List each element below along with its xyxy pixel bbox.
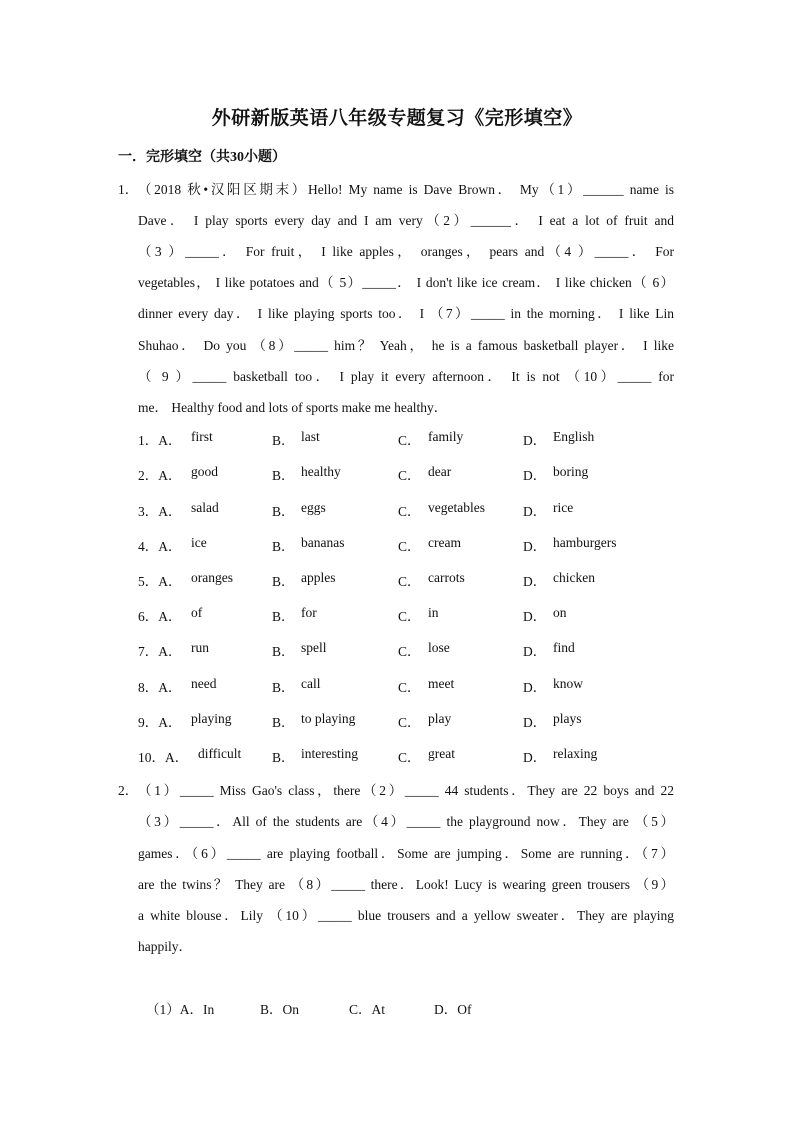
option-letter-c: C．	[398, 750, 421, 765]
option-b: interesting	[301, 746, 358, 761]
option-b: apples	[301, 570, 336, 585]
passage-line: （ 9 ）_____ basketball too． I play it every afternoon． It is not （10）_____ for	[138, 369, 674, 384]
option-b: healthy	[301, 464, 341, 479]
passage-line: Shuhao． Do you （8）_____ him？ Yeah， he is a famous basketball player． I like	[138, 338, 674, 353]
option-a: playing	[191, 711, 232, 726]
option-c: family	[428, 429, 464, 444]
option-a: of	[191, 605, 203, 620]
option-d: on	[553, 605, 567, 620]
option-b: bananas	[301, 535, 345, 550]
passage-line: vegetables， I like potatoes and（ 5）_____． I don't like ice cream． I like chicken（ 6）	[138, 275, 674, 290]
passage-line: are the twins？ They are （8）_____ there．Look! Lucy is wearing green trousers （9）	[138, 877, 674, 892]
passage-line: （3 ）_____． For fruit， I like apples， oranges， pears and（4 ）_____． For	[138, 244, 674, 259]
option-letter-c: C．	[398, 574, 421, 589]
option-letter-c: C．	[398, 504, 421, 519]
option-c: in	[428, 605, 439, 620]
option-number: 7．A．	[138, 644, 182, 659]
option-d: chicken	[553, 570, 595, 585]
option-letter-c: C．	[398, 433, 421, 448]
option-number: 10．A．	[138, 750, 189, 765]
option-letter-b: B．	[272, 750, 295, 765]
option-b: for	[301, 605, 317, 620]
option-c: cream	[428, 535, 461, 550]
option-letter-d: D．	[523, 468, 547, 483]
option-letter-c: C．	[398, 539, 421, 554]
option-number: 4．A．	[138, 539, 182, 554]
option-b: call	[301, 676, 321, 691]
option-d: rice	[553, 500, 574, 515]
option-d: boring	[553, 464, 589, 479]
passage-line: me． Healthy food and lots of sports make me healthy．	[138, 400, 448, 415]
option-letter-d: D．	[523, 609, 547, 624]
passage-line: （3）_____．All of the students are（4）_____ the playground now．They are （5）	[138, 814, 674, 829]
option-c: carrots	[428, 570, 465, 585]
option-d: relaxing	[553, 746, 598, 761]
passage-line: （1）_____ Miss Gao's class，there（2）_____ 44 students．They are 22 boys and 22	[138, 783, 674, 798]
passage-line: Dave． I play sports every day and I am very（2）______． I eat a lot of fruit and	[138, 213, 674, 228]
option-letter-d: D．	[523, 750, 547, 765]
question-number: 2．	[118, 783, 139, 798]
option-d: find	[553, 640, 575, 655]
option-c: play	[428, 711, 452, 726]
option-b: B．On	[260, 1002, 300, 1017]
option-a: salad	[191, 500, 219, 515]
option-letter-d: D．	[523, 504, 547, 519]
option-a: need	[191, 676, 217, 691]
option-number: 5．A．	[138, 574, 182, 589]
page-title: 外研新版英语八年级专题复习《完形填空》	[211, 108, 583, 129]
option-c: meet	[428, 676, 455, 691]
option-letter-c: C．	[398, 715, 421, 730]
option-letter-b: B．	[272, 609, 295, 624]
option-d: English	[553, 429, 595, 444]
option-a: ice	[191, 535, 207, 550]
option-letter-d: D．	[523, 433, 547, 448]
option-number: 2．A．	[138, 468, 182, 483]
option-letter-c: C．	[398, 609, 421, 624]
option-letter-b: B．	[272, 504, 295, 519]
passage-line: happily．	[138, 939, 192, 954]
option-d: hamburgers	[553, 535, 617, 550]
option-letter-b: B．	[272, 680, 295, 695]
option-letter-b: B．	[272, 468, 295, 483]
option-letter-d: D．	[523, 715, 547, 730]
option-d: know	[553, 676, 583, 691]
option-number: 9．A．	[138, 715, 182, 730]
option-letter-b: B．	[272, 574, 295, 589]
passage-line: （2018 秋•汉阳区期末）Hello! My name is Dave Brown． My（1）______ name is	[138, 182, 674, 197]
option-d: D．Of	[434, 1002, 472, 1017]
passage-line: dinner every day． I like playing sports too． I （7）_____ in the morning． I like Lin	[138, 306, 674, 321]
option-c: vegetables	[428, 500, 485, 515]
option-letter-c: C．	[398, 468, 421, 483]
option-a: difficult	[198, 746, 242, 761]
option-a: first	[191, 429, 213, 444]
option-letter-d: D．	[523, 539, 547, 554]
option-number: 3．A．	[138, 504, 182, 519]
option-letter-d: D．	[523, 680, 547, 695]
section-heading: 一．完形填空（共30小题）	[118, 150, 286, 165]
option-b: last	[301, 429, 320, 444]
option-number: 1．A．	[138, 433, 182, 448]
option-c: C．At	[349, 1002, 386, 1017]
option-c: dear	[428, 464, 452, 479]
option-a: （1）A．In	[146, 1002, 215, 1017]
option-letter-d: D．	[523, 644, 547, 659]
option-a: run	[191, 640, 209, 655]
option-a: good	[191, 464, 218, 479]
option-letter-b: B．	[272, 433, 295, 448]
passage-line: a white blouse．Lily （10）_____ blue trousers and a yellow sweater．They are playing	[138, 908, 674, 923]
option-number: 6．A．	[138, 609, 182, 624]
option-letter-b: B．	[272, 539, 295, 554]
question-number: 1．	[118, 182, 139, 197]
option-letter-b: B．	[272, 644, 295, 659]
option-c: great	[428, 746, 455, 761]
option-b: spell	[301, 640, 327, 655]
option-c: lose	[428, 640, 450, 655]
passage-line: games．（6）_____ are playing football．Some are jumping．Some are running．（7）	[138, 846, 674, 861]
option-letter-d: D．	[523, 574, 547, 589]
option-b: to playing	[301, 711, 356, 726]
option-d: plays	[553, 711, 582, 726]
option-number: 8．A．	[138, 680, 182, 695]
option-a: oranges	[191, 570, 233, 585]
option-b: eggs	[301, 500, 326, 515]
option-letter-c: C．	[398, 644, 421, 659]
option-letter-b: B．	[272, 715, 295, 730]
option-letter-c: C．	[398, 680, 421, 695]
